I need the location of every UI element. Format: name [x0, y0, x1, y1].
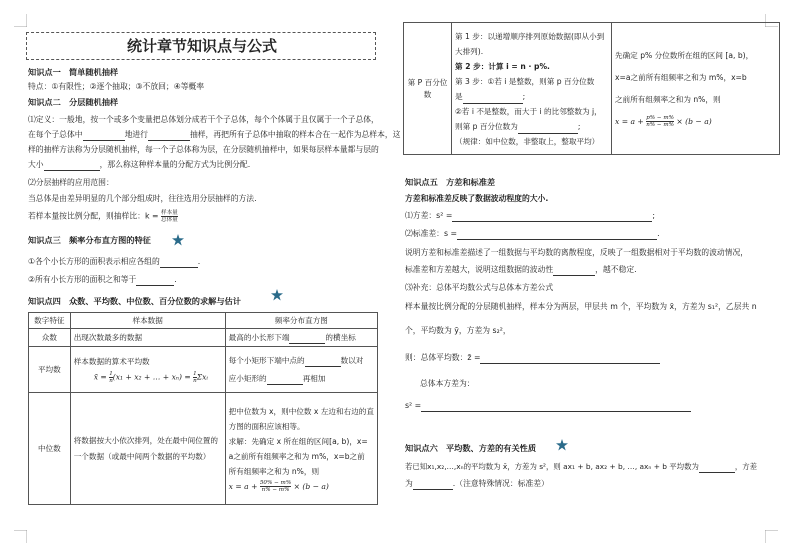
section-3-heading: 知识点三 频率分布直方图的特征 — [28, 235, 151, 245]
title-box — [26, 32, 376, 60]
total-variance-formula: s² = — [405, 400, 691, 412]
cell-mean: 平均数 — [29, 347, 71, 393]
cell-median-sample: 将数据按大小依次排列，处在最中间位置的 一个数据（或最中间两个数据的平均数） — [70, 393, 225, 505]
table-row — [29, 347, 378, 393]
section-3-item-2: ②所有小长方形的面积之和等于 . — [28, 275, 177, 284]
section-2-line-3: 样的抽样方法称为分层随机抽样，每一个子总体称为层，在分层随机抽样中，如果每层样本量都与层的 — [28, 145, 379, 154]
cell-mode-sample: 出现次数最多的数据 — [70, 329, 225, 347]
total-mean-formula: 则：总体平均数：z̄ = — [405, 352, 660, 364]
percentile-table — [403, 22, 780, 155]
section-5-supplement: ⑶补充：总体平均数公式与总体本方差公式 — [405, 283, 554, 292]
std-formula: ⑵标准差：s = . — [405, 229, 660, 238]
crop-mark-top-left — [14, 14, 27, 27]
section-4-heading: 知识点四 众数、平均数、中位数、百分位数的求解与估计 — [28, 296, 241, 306]
table-row — [404, 23, 780, 155]
section-6-line-1: 若已知x₁,x₂,…,xₙ的平均数为 x̄，方差为 s²，则 ax₁ + b, ax₂ + b, …, axₙ + b 平均数为 ，方差 — [405, 462, 758, 471]
section-2-heading: 知识点二 分层随机抽样 — [28, 97, 119, 107]
section-1-heading: 知识点一 简单随机抽样 — [28, 67, 119, 77]
section-1-features: 特点：①有限性；②逐个抽取；③不放回；④等概率 — [28, 82, 205, 91]
section-5-explain-2: 标准差和方差越大，说明这组数据的波动性 ，越不稳定. — [405, 265, 637, 274]
section-6-line-2: 为 .（注意特殊情况：标准差） — [405, 479, 549, 488]
cell-mode: 众数 — [29, 329, 71, 347]
cell-mode-hist: 最高的小长形下端 的横坐标 — [225, 329, 377, 347]
section-5-layer-2: 个，平均数为 ȳ，方差为 s₂²， — [405, 326, 511, 335]
header-sample: 样本数据 — [70, 313, 225, 329]
section-2-line-1: ⑴定义：一般地，按一个或多个变量把总体划分成若干个子总体，每个个体属于且仅属于一个子总体， — [28, 115, 379, 124]
header-feature: 数字特征 — [29, 313, 71, 329]
star-icon — [172, 234, 184, 246]
cell-percentile-steps: 第 1 步：以递增顺序排列原始数据(即从小到 大排列). 第 2 步：计算 i = n · p%. 第 3 步：①若 i 是整数，则第 p 百分位数 是 ; ②若 i 不是整数，而大于 i 的比邻整数为 j， 则第 p 百分位数为 ; （规律：如中位数，非整取上，整取平均） — [452, 23, 612, 155]
cell-percentile-label: 第 P 百分位 数 — [404, 23, 452, 155]
section-2-line-5: ⑵分层抽样的应用范围： — [28, 178, 114, 187]
header-histogram: 频率分布直方图 — [225, 313, 377, 329]
section-5-heading: 知识点五 方差和标准差 — [405, 177, 496, 187]
total-variance-label: 总体本方差为： — [420, 379, 475, 388]
variance-formula: ⑴方差：s² = ; — [405, 211, 656, 220]
section-5-layer-1: 样本量按比例分配的分层随机抽样，样本分为两层，甲层共 m 个，平均数为 x̄，方差为 s₁²，乙层共 n — [405, 302, 757, 311]
section-5-subtitle: 方差和标准差反映了数据波动程度的大小. — [405, 194, 549, 203]
crop-mark-bottom-right — [765, 530, 778, 543]
table-row — [29, 329, 378, 347]
cell-percentile-hist: 先确定 p% 分位数所在组的区间 [a, b)， x=a之前所有组频率之和为 m%，x=b 之前所有组频率之和为 n%，则 x = a + $\frac{p\% - m\%}{n\% - m\%}$ × (b − a) — [612, 23, 780, 155]
star-icon — [271, 289, 283, 301]
cell-median: 中位数 — [29, 393, 71, 505]
section-2-line-7: 若样本量按比例分配，则抽样比：k = $\frac{\text{样本量}}{\text{总体量}}$ — [28, 210, 178, 223]
section-2-line-4: 大小 ，那么称这种样本量的分配方式为比例分配. — [28, 160, 251, 169]
section-3-item-1: ①各个小长方形的面积表示相应各组的 . — [28, 257, 201, 266]
cell-mean-sample: 样本数据的算术平均数 x̄ = $\frac{1}{n}$ (x₁ + x₂ + … + xₙ) = $\frac{1}{n}$ Σxᵢ — [70, 347, 225, 393]
section-2-line-6: 当总体是由差异明显的几个部分组成时，往往选用分层抽样的方法. — [28, 194, 257, 203]
section-5-explain-1: 说明方差和标准差描述了一组数据与平均数的离散程度，反映了一组数据相对于平均数的波动情况， — [405, 248, 749, 257]
cell-median-hist: 把中位数为 x，则中位数 x 左边和右边的直 方图的面积应该相等。 求解：先确定 x 所在组的区间[a, b)，x= a之前所有组频率之和为 m%，x=b之前 所有组频率之和为 n%，则 x = a + $\frac{50\% - m\%}{n\% - m\%}$ × (b − a) — [225, 393, 377, 505]
statistics-table — [28, 312, 378, 505]
cell-mean-hist: 每个小矩形下端中点的 数以对 应小矩形的 再相加 — [225, 347, 377, 393]
crop-mark-bottom-left — [14, 530, 27, 543]
section-2-line-2: 在每个子总体中 地进行 抽样，再把所有子总体中抽取的样本合在一起作为总样本，这 — [28, 130, 401, 139]
table-row — [29, 393, 378, 505]
section-6-heading: 知识点六 平均数、方差的有关性质 — [405, 443, 537, 453]
star-icon — [556, 439, 568, 451]
page-title: 统计章节知识点与公式 — [126, 37, 277, 55]
